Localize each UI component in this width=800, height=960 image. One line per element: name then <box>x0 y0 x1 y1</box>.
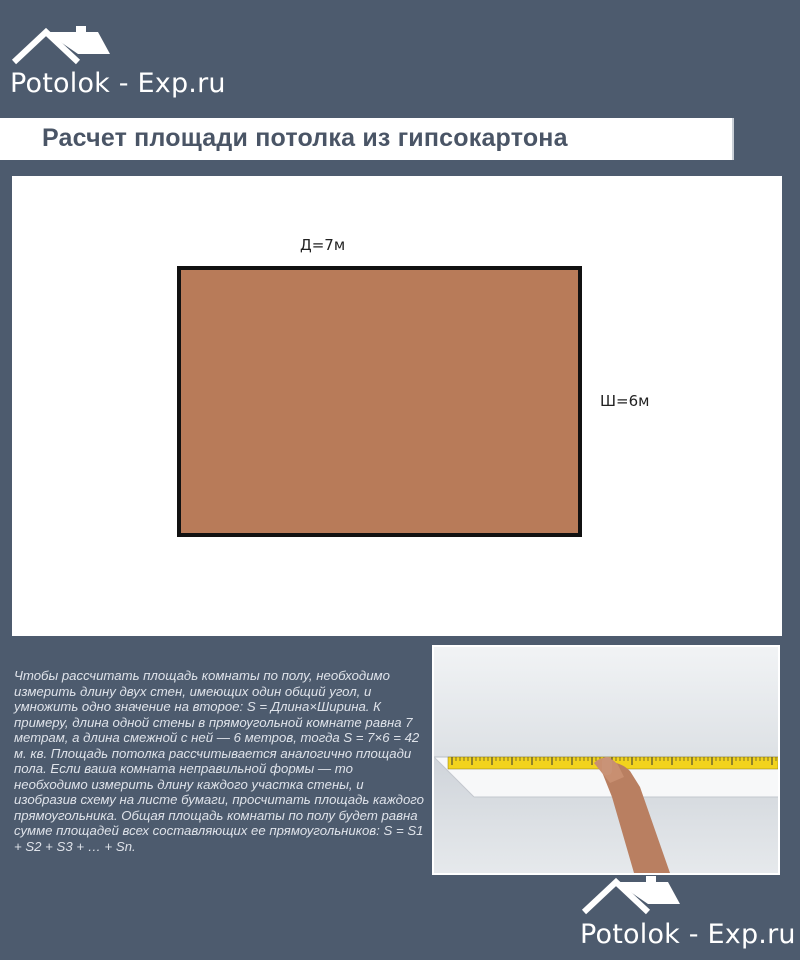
tape-measure-illustration <box>434 647 778 873</box>
page-title: Расчет площади потолка из гипсокартона <box>42 124 568 152</box>
house-roof-icon <box>10 26 114 68</box>
tape-measure-photo <box>432 645 780 875</box>
room-diagram-panel <box>12 176 782 636</box>
logo-text: Potolok - Exp.ru <box>10 68 226 99</box>
room-rectangle <box>179 268 580 535</box>
room-diagram <box>12 176 782 636</box>
site-logo-bottom[interactable] <box>578 876 798 956</box>
length-label: Д=7м <box>300 236 346 254</box>
house-roof-icon <box>580 876 684 918</box>
width-label: Ш=6м <box>600 392 650 410</box>
logo-text: Potolok - Exp.ru <box>580 919 796 950</box>
site-logo-top[interactable] <box>8 26 238 106</box>
description-text: Чтобы рассчитать площадь комнаты по полу, необходимо измерить длину двух стен, имеющих один общий угол, и умножить одно значение на второе: S = Длина×Ширина. К примеру, длина одной стены в прямоугольной комнате равна 7 метрам, а длина смежной с ней — 6 метров, тогда S = 7×6 = 42 м. кв. Площадь потолка рассчитывается аналогично площади пола. Если ваша комната неправильной формы — то необходимо измерить длину каждого участка стены, и изобразив схему на листе бумаги, просчитать площадь каждого прямоугольника. Общая площадь комнаты по полу будет равна сумме площадей всех составляющих ее прямоугольников: S = S1 + S2 + S3 + … + Sn. <box>14 668 424 854</box>
title-bar <box>0 118 734 160</box>
